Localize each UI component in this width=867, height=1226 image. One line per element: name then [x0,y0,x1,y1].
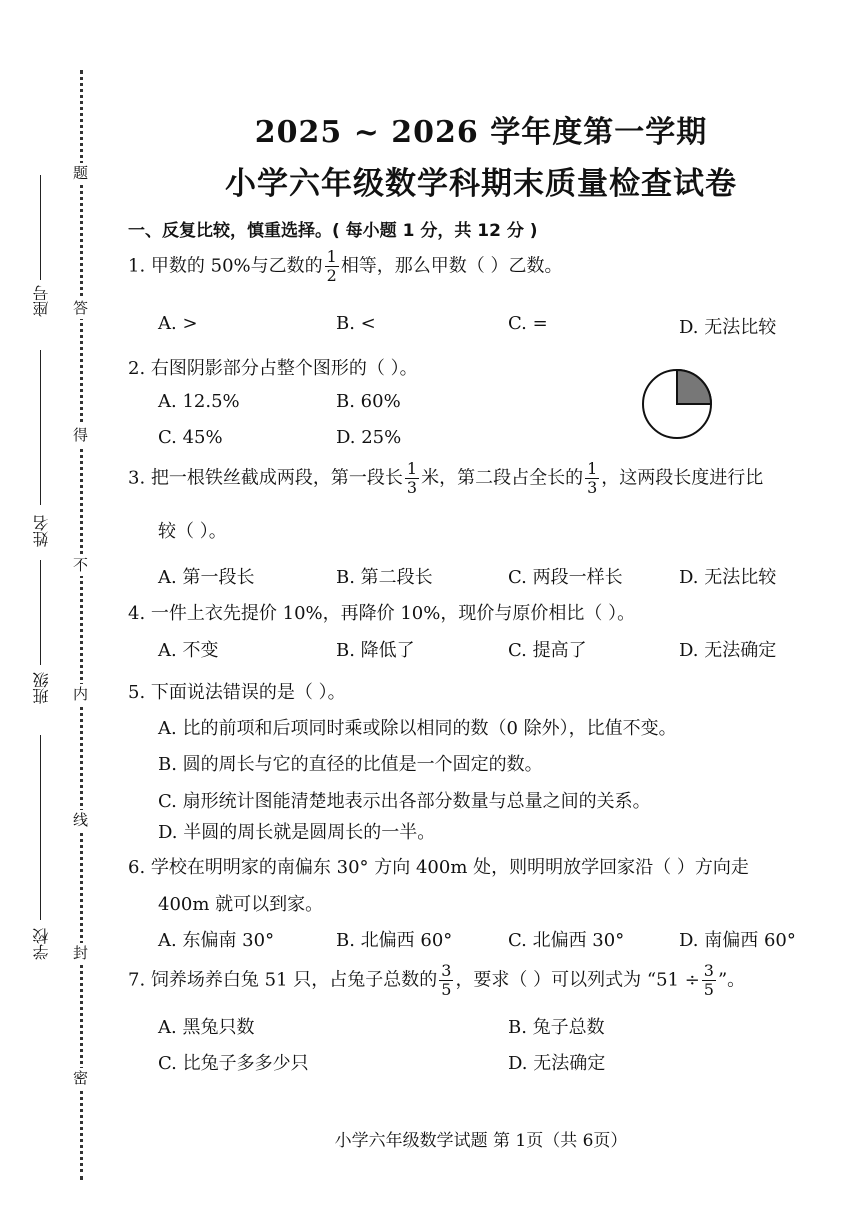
school-label: 学校 [32,928,51,960]
exam-title: 小学六年级数学科期末质量检查试卷 [225,166,737,202]
option-a[interactable]: A. 第一段长 [158,567,255,588]
option-c[interactable]: C. 45% [158,427,223,448]
fraction: $\frac{1}{3}$ [587,459,598,497]
name-blank[interactable] [40,350,41,505]
pie-shaded-sector [677,370,711,404]
fraction: $\frac{3}{5}$ [703,961,714,999]
question-1 [128,248,563,285]
question-2: 2. 右图阴影部分占整个图形的（ ）。 [128,358,418,379]
binding-char: 得 [73,426,89,444]
option-b[interactable]: B. 圆的周长与它的直径的比值是一个固定的数。 [158,754,543,775]
option-b[interactable]: B. < [336,313,376,334]
question-3-continued: 较（ ）。 [158,521,227,542]
option-c[interactable]: C. 两段一样长 [508,567,623,588]
option-a[interactable]: A. 不变 [158,640,219,661]
option-c[interactable]: C. 扇形统计图能清楚地表示出各部分数量与总量之间的关系。 [158,791,651,812]
binding-char: 不 [73,556,89,574]
option-d[interactable]: D. 无法比较 [679,317,777,338]
option-b[interactable]: B. 降低了 [336,640,415,661]
question-text: ”。 [717,969,746,991]
name-label: 姓名 [32,515,51,547]
option-c[interactable]: C. 比兔子多多少只 [158,1053,309,1074]
binding-char: 线 [73,811,89,829]
option-c[interactable]: C. = [508,313,548,334]
question-6: 6. 学校在明明家的南偏东 30° 方向 400m 处，则明明放学回家沿（ ）方向走 [128,857,749,878]
option-a[interactable]: A. 12.5% [158,391,240,412]
question-4: 4. 一件上衣先提价 10%，再降价 10%，现价与原价相比（ ）。 [128,603,636,624]
section-heading: 一、反复比较，慎重选择。( 每小题 1 分，共 12 分 ) [128,221,538,241]
seat-number-label: 座号 [32,285,51,317]
question-text: ，要求（ ）可以列式为 “51 ÷ [455,969,700,991]
option-c[interactable]: C. 北偏西 30° [508,930,625,951]
option-a[interactable]: A. 黑兔只数 [158,1017,255,1038]
binding-char: 内 [73,685,89,703]
class-label: 班级 [32,672,51,704]
school-blank[interactable] [40,735,41,920]
option-d[interactable]: D. 无法确定 [508,1053,606,1074]
option-d[interactable]: D. 25% [336,427,402,448]
option-d[interactable]: D. 南偏西 60° [679,930,796,951]
exam-title-year: 2025 ~ 2026 学年度第一学期 [254,115,708,150]
question-text: 1. 甲数的 50%与乙数的 [128,255,323,277]
option-b[interactable]: B. 60% [336,391,401,412]
question-text: 3. 把一根铁丝截成两段，第一段长 [128,467,403,489]
question-7 [128,962,745,999]
option-a[interactable]: A. > [158,313,198,334]
class-blank[interactable] [40,560,41,665]
question-text: 米，第二段占全长的 [421,467,584,489]
question-text: ，这两段长度进行比 [601,467,764,489]
question-3 [128,460,763,497]
question-6-continued: 400m 就可以到家。 [158,894,324,915]
page-footer: 小学六年级数学试题 第 1页（共 6页） [334,1131,628,1151]
binding-char: 答 [73,299,89,317]
fraction: $\frac{1}{2}$ [326,247,337,285]
question-text: 相等，那么甲数（ ）乙数。 [340,255,563,277]
option-d[interactable]: D. 无法确定 [679,640,777,661]
question-text: 7. 饲养场养白兔 51 只，占兔子总数的 [128,969,438,991]
option-b[interactable]: B. 兔子总数 [508,1017,605,1038]
option-d[interactable]: D. 无法比较 [679,567,777,588]
option-a[interactable]: A. 东偏南 30° [158,930,275,951]
fraction: $\frac{1}{3}$ [406,459,418,497]
binding-char: 封 [73,944,89,962]
option-a[interactable]: A. 比的前项和后项同时乘或除以相同的数（0 除外），比值不变。 [158,718,677,739]
binding-char: 题 [73,164,89,182]
fraction: $\frac{3}{5}$ [441,961,452,999]
option-b[interactable]: B. 第二段长 [336,567,433,588]
binding-char: 密 [73,1069,89,1087]
option-d[interactable]: D. 半圆的周长就是圆周长的一半。 [158,822,436,843]
option-c[interactable]: C. 提高了 [508,640,587,661]
question-5: 5. 下面说法错误的是（ ）。 [128,682,346,703]
pie-figure [640,367,714,441]
option-b[interactable]: B. 北偏西 60° [336,930,453,951]
binding-dotted-line [80,70,83,1180]
